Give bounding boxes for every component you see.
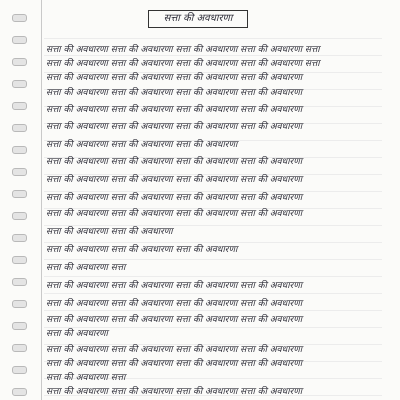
- text-line: सत्ता की अवधारणा सत्ता: [46, 373, 126, 383]
- text-line: सत्ता की अवधारणा सत्ता की अवधारणा सत्ता की अवधारणा सत्ता की अवधारणा: [46, 193, 303, 203]
- binding-hole: [12, 322, 27, 330]
- binding-hole: [12, 366, 27, 374]
- binding-hole: [12, 278, 27, 286]
- binding-hole: [12, 102, 27, 110]
- binding-hole: [12, 256, 27, 264]
- binding-hole: [12, 168, 27, 176]
- text-line: सत्ता की अवधारणा सत्ता: [46, 263, 126, 273]
- text-line: सत्ता की अवधारणा सत्ता की अवधारणा सत्ता की अवधारणा सत्ता की अवधारणा: [46, 209, 303, 219]
- binding-hole: [12, 344, 27, 352]
- binding-hole: [12, 36, 27, 44]
- text-line: सत्ता की अवधारणा सत्ता की अवधारणा सत्ता की अवधारणा सत्ता की अवधारणा: [46, 387, 303, 397]
- text-line: सत्ता की अवधारणा सत्ता की अवधारणा सत्ता की अवधारणा सत्ता की अवधारणा: [46, 175, 303, 185]
- handwritten-notes: [46, 0, 391, 400]
- text-line: सत्ता की अवधारणा सत्ता की अवधारणा: [46, 227, 173, 237]
- text-line: सत्ता की अवधारणा सत्ता की अवधारणा सत्ता की अवधारणा सत्ता की अवधारणा: [46, 359, 303, 369]
- binding-hole: [12, 190, 27, 198]
- text-line: सत्ता की अवधारणा: [46, 329, 108, 339]
- binding-hole: [12, 14, 27, 22]
- text-line: सत्ता की अवधारणा सत्ता की अवधारणा सत्ता की अवधारणा सत्ता की अवधारणा: [46, 281, 303, 291]
- text-line: सत्ता की अवधारणा सत्ता की अवधारणा सत्ता की अवधारणा सत्ता की अवधारणा: [46, 157, 303, 167]
- page-title: सत्ता की अवधारणा: [148, 10, 248, 28]
- text-line: सत्ता की अवधारणा सत्ता की अवधारणा सत्ता की अवधारणा सत्ता की अवधारणा: [46, 73, 303, 83]
- binding-hole: [12, 58, 27, 66]
- binding-hole: [12, 80, 27, 88]
- text-line: सत्ता की अवधारणा सत्ता की अवधारणा सत्ता की अवधारणा सत्ता की अवधारणा: [46, 122, 303, 132]
- text-line: सत्ता की अवधारणा सत्ता की अवधारणा सत्ता की अवधारणा: [46, 245, 238, 255]
- margin-line: [41, 0, 42, 400]
- binding-hole: [12, 212, 27, 220]
- text-line: सत्ता की अवधारणा सत्ता की अवधारणा सत्ता की अवधारणा सत्ता की अवधारणा: [46, 299, 303, 309]
- binding-hole: [12, 300, 27, 308]
- text-line: सत्ता की अवधारणा सत्ता की अवधारणा सत्ता की अवधारणा: [46, 140, 238, 150]
- binding-hole: [12, 124, 27, 132]
- text-line: सत्ता की अवधारणा सत्ता की अवधारणा सत्ता की अवधारणा सत्ता की अवधारणा सत्ता: [46, 59, 320, 69]
- text-line: सत्ता की अवधारणा सत्ता की अवधारणा सत्ता की अवधारणा सत्ता की अवधारणा: [46, 105, 303, 115]
- text-line: सत्ता की अवधारणा सत्ता की अवधारणा सत्ता की अवधारणा सत्ता की अवधारणा सत्ता: [46, 45, 320, 55]
- binding-hole: [12, 146, 27, 154]
- spiral-binding-holes: [0, 0, 36, 400]
- text-line: सत्ता की अवधारणा सत्ता की अवधारणा सत्ता की अवधारणा सत्ता की अवधारणा: [46, 315, 303, 325]
- binding-hole: [12, 234, 27, 242]
- binding-hole: [12, 388, 27, 396]
- text-line: सत्ता की अवधारणा सत्ता की अवधारणा सत्ता की अवधारणा सत्ता की अवधारणा: [46, 345, 303, 355]
- text-line: सत्ता की अवधारणा सत्ता की अवधारणा सत्ता की अवधारणा सत्ता की अवधारणा: [46, 88, 303, 98]
